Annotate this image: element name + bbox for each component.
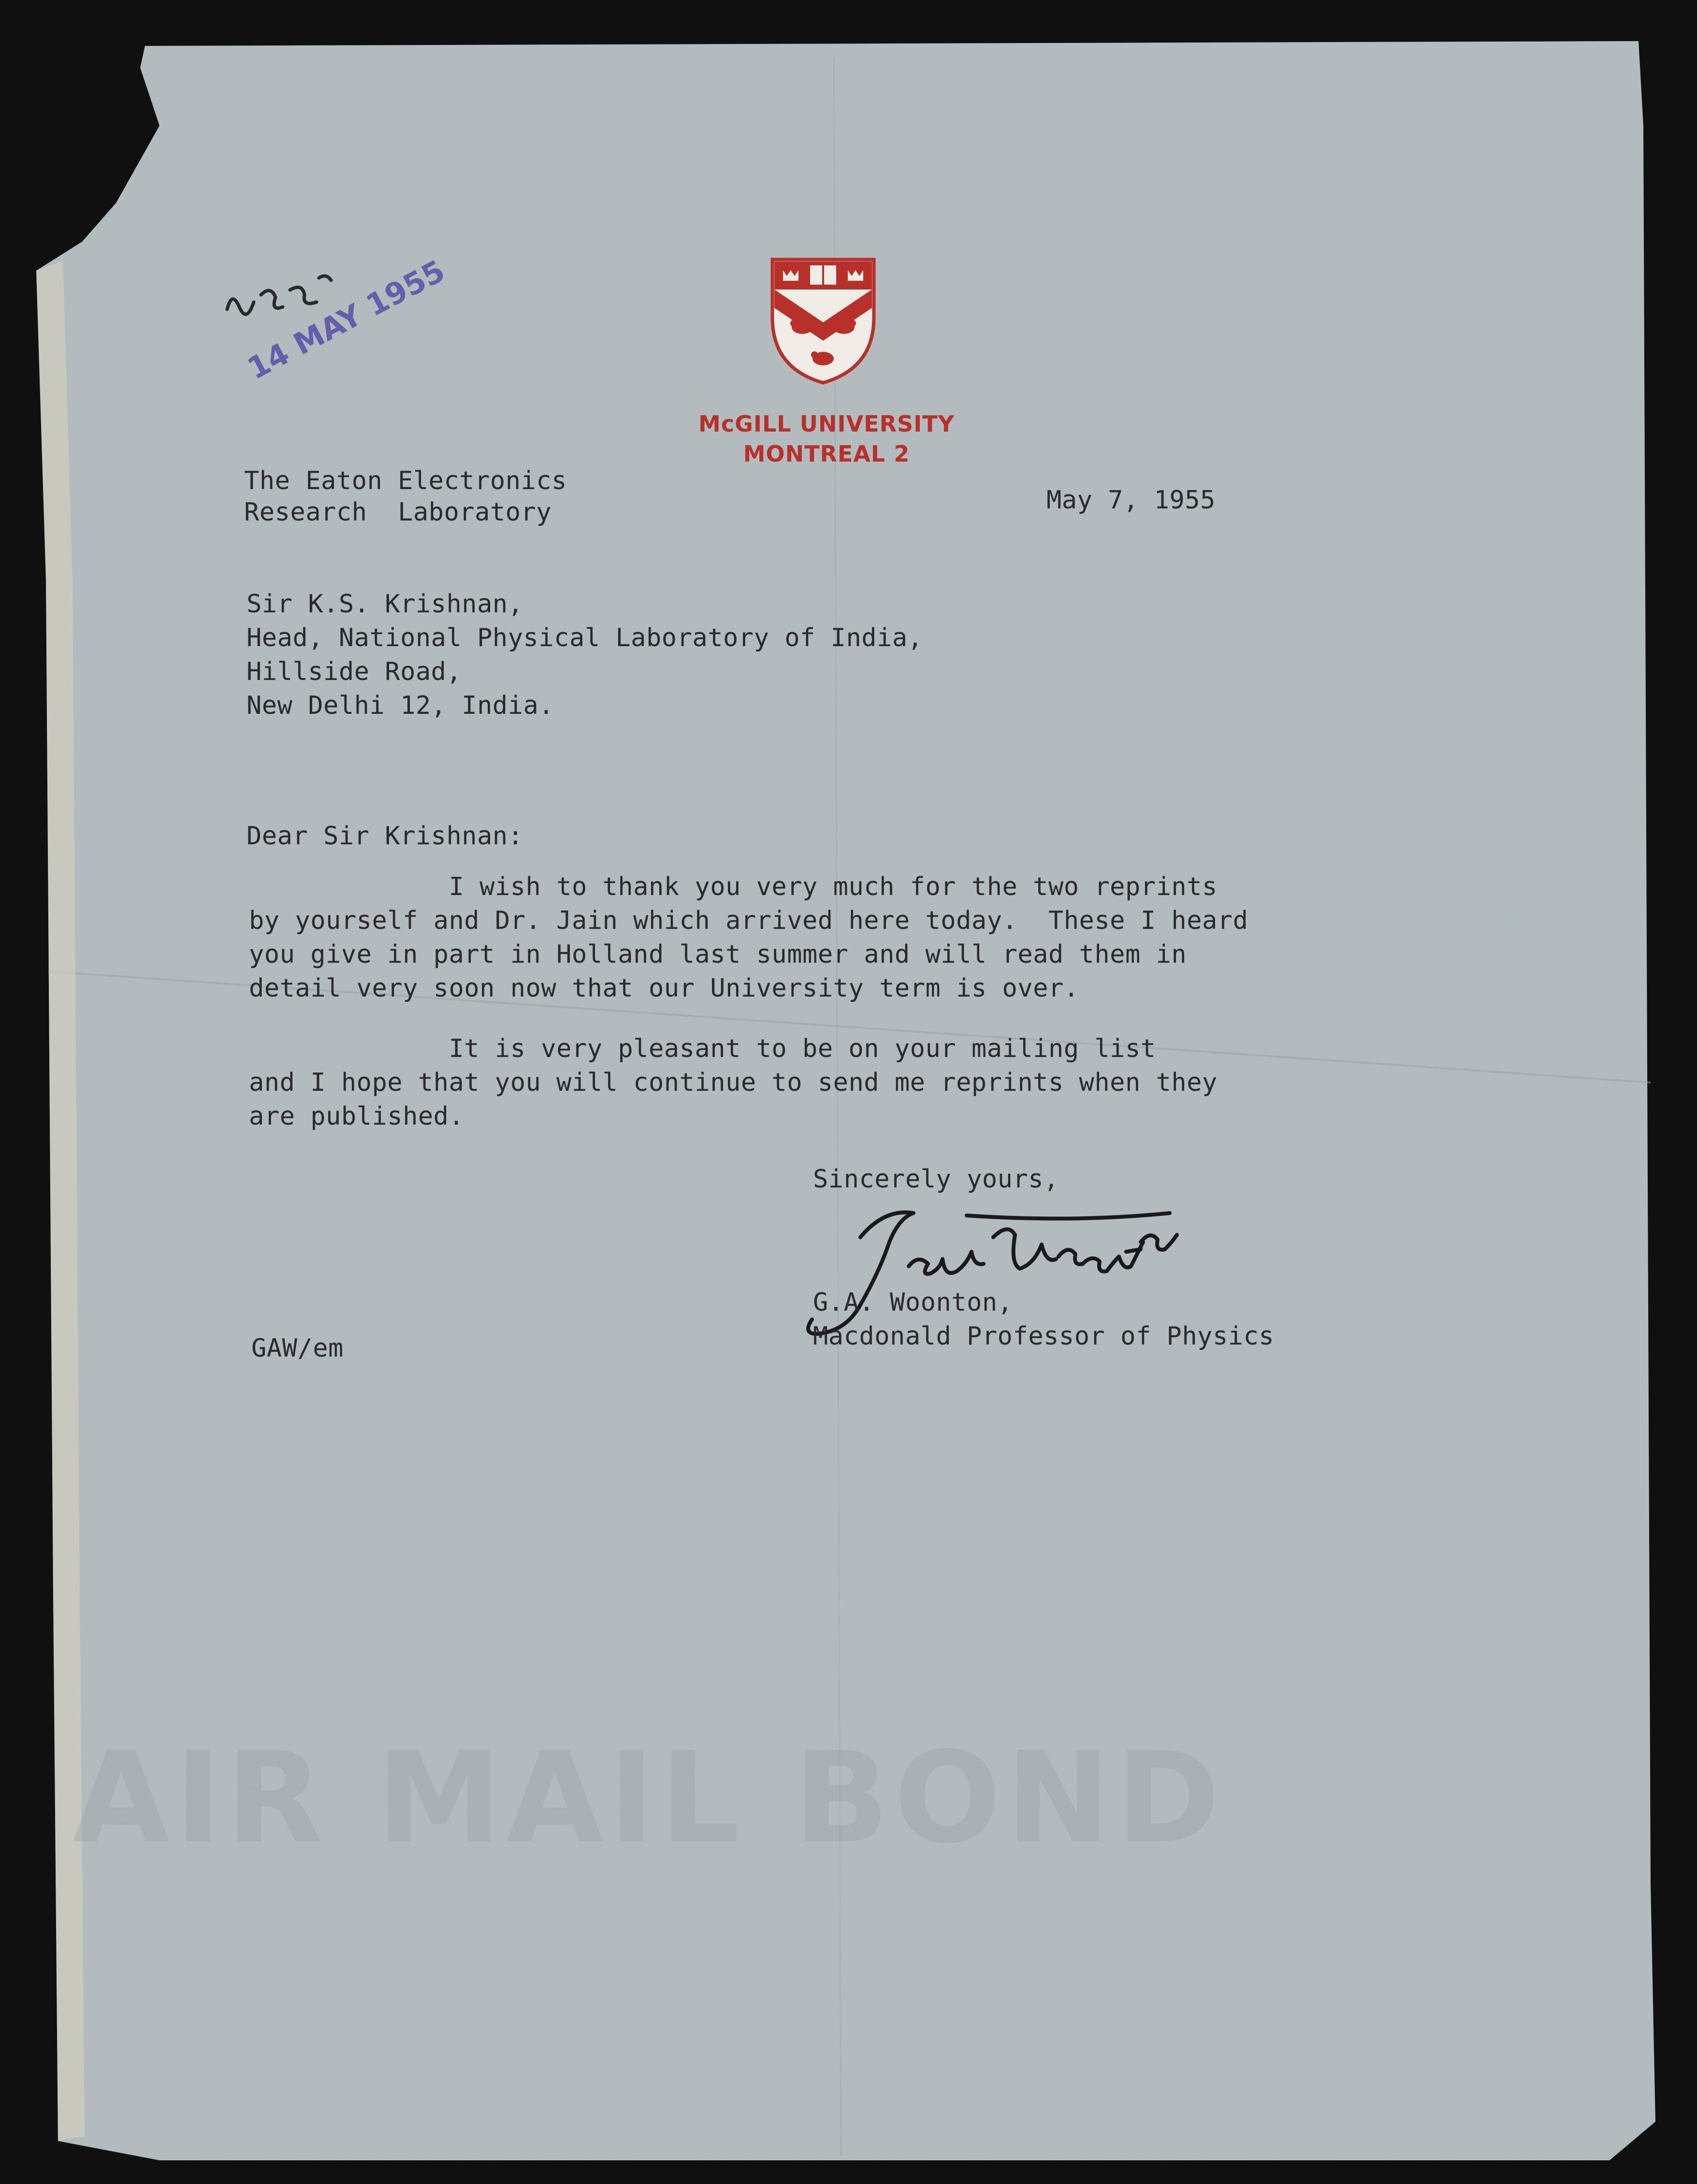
recipient-line-3: Hillside Road, <box>247 657 462 686</box>
letter-date: May 7, 1955 <box>1046 486 1216 515</box>
watermark-text: AIR MAIL BOND <box>73 1725 1225 1871</box>
recipient-line-2: Head, National Physical Laboratory of India, <box>247 623 923 652</box>
signer-name: G.A. Woonton, <box>813 1288 1013 1317</box>
body-p1-line-4: detail very soon now that our University term is over. <box>249 974 1079 1003</box>
sender-line-1: The Eaton Electronics <box>244 466 567 495</box>
body-p1-line-1: I wish to thank you very much for the two reprints <box>249 872 1218 901</box>
recipient-line-4: New Delhi 12, India. <box>247 691 554 720</box>
signer-title: Macdonald Professor of Physics <box>813 1322 1275 1351</box>
received-date-stamp: 14 MAY 1955 <box>242 253 451 387</box>
typist-initials: GAW/em <box>251 1334 344 1363</box>
body-p2-line-1: It is very pleasant to be on your mailing list <box>249 1034 1156 1063</box>
salutation: Dear Sir Krishnan: <box>247 822 523 851</box>
sender-line-2: Research Laboratory <box>244 498 552 527</box>
closing: Sincerely yours, <box>813 1165 1059 1194</box>
mcgill-crest-icon <box>772 260 874 383</box>
letterhead-city: MONTREAL 2 <box>743 441 910 467</box>
body-p2-line-3: are published. <box>249 1102 464 1131</box>
body-p1-line-2: by yourself and Dr. Jain which arrived here today. These I heard <box>249 906 1248 935</box>
body-p2-line-2: and I hope that you will continue to send me reprints when they <box>249 1068 1218 1097</box>
body-p1-line-3: you give in part in Holland last summer and will read them in <box>249 940 1187 969</box>
letterhead-university: McGILL UNIVERSITY <box>698 411 955 437</box>
recipient-line-1: Sir K.S. Krishnan, <box>247 590 523 619</box>
